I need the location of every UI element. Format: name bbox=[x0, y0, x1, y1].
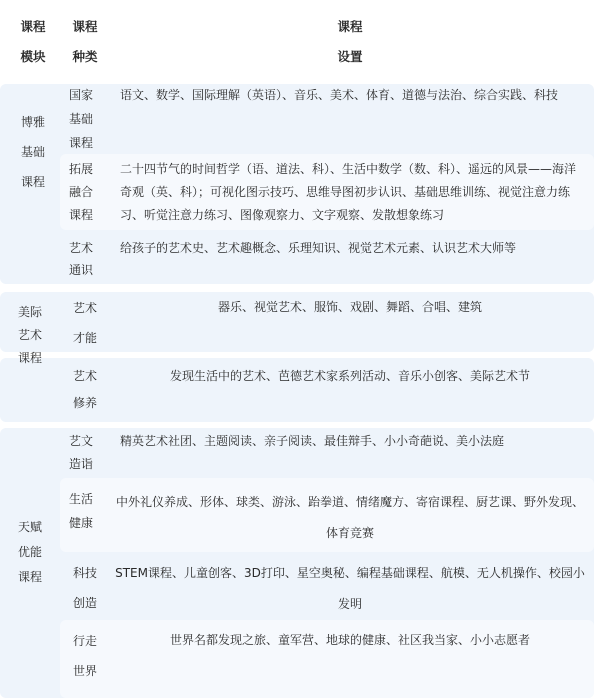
module-name-line: 艺术 bbox=[17, 327, 42, 342]
type-national-basic bbox=[58, 83, 104, 151]
header-module-line2: 模块 bbox=[20, 49, 46, 64]
type-line: 世界 bbox=[72, 664, 97, 678]
type-line: 生活 bbox=[68, 492, 93, 506]
content-tech-creation bbox=[115, 558, 585, 620]
content-art-cultivation bbox=[115, 363, 585, 391]
type-line: 行走 bbox=[72, 634, 97, 648]
module-boya bbox=[8, 104, 58, 200]
header-setting-line2: 设置 bbox=[337, 49, 363, 64]
content-text: 发现生活中的艺术、芭德艺术家系列活动、音乐小创客、美际艺术节 bbox=[169, 369, 530, 383]
content-travel-world bbox=[115, 626, 585, 654]
module-name-line: 基础 bbox=[20, 145, 45, 159]
type-life-health bbox=[58, 487, 104, 535]
type-art-talent bbox=[62, 293, 108, 353]
type-line: 通识 bbox=[68, 263, 93, 277]
header-module-line1: 课程 bbox=[20, 19, 46, 34]
header-type-line1: 课程 bbox=[72, 19, 98, 34]
type-extended-fusion bbox=[58, 158, 104, 228]
header-setting-line1: 课程 bbox=[337, 19, 363, 34]
content-text: 精英艺术社团、主题阅读、亲子阅读、最佳辩手、小小奇葩说、美小法庭 bbox=[120, 434, 505, 448]
content-extended-fusion bbox=[120, 158, 582, 228]
type-line: 课程 bbox=[68, 136, 93, 150]
module-name-line: 天赋 bbox=[17, 520, 42, 534]
type-line: 创造 bbox=[72, 596, 97, 610]
module-name-line: 课程 bbox=[20, 175, 45, 189]
module-name-line: 美际 bbox=[17, 304, 42, 319]
content-text: STEM课程、儿童创客、3D打印、星空奥秘、编程基础课程、航模、无人机操作、校园小发明 bbox=[115, 566, 585, 611]
type-arts-literature bbox=[58, 430, 104, 478]
type-line: 才能 bbox=[72, 331, 97, 345]
type-line: 基础 bbox=[68, 112, 93, 126]
type-line: 艺术 bbox=[68, 241, 93, 255]
type-line: 拓展 bbox=[68, 162, 93, 176]
content-art-talent bbox=[115, 293, 585, 321]
module-name-line: 课程 bbox=[17, 570, 42, 584]
type-tech-creation bbox=[62, 558, 108, 618]
content-text: 中外礼仪养成、形体、球类、游泳、跆拳道、情绪魔方、寄宿课程、厨艺课、野外发现、体育竞赛 bbox=[115, 495, 584, 540]
type-line: 科技 bbox=[72, 566, 97, 580]
module-name-line: 优能 bbox=[17, 545, 42, 559]
header-type bbox=[62, 12, 108, 72]
type-line: 艺术 bbox=[72, 301, 97, 315]
type-line: 健康 bbox=[68, 516, 93, 530]
header-module bbox=[10, 12, 56, 72]
type-line: 课程 bbox=[68, 208, 93, 222]
module-name-line: 课程 bbox=[17, 350, 42, 365]
content-life-health bbox=[115, 487, 585, 551]
type-travel-world bbox=[62, 626, 108, 686]
content-art-literacy bbox=[120, 237, 582, 261]
content-text: 世界名都发现之旅、童军营、地球的健康、社区我当家、小小志愿者 bbox=[169, 633, 530, 647]
content-text: 二十四节气的时间哲学（语、道法、科）、生活中数学（数、科）、遥远的风景——海洋奇观（英、科）；可视化图示技巧、思维导图初步认识、基础思维训练、视觉注意力练习、听觉注意力练习、图像观察力、文字观察、发散想象练习 bbox=[120, 162, 577, 222]
type-line: 国家 bbox=[68, 88, 93, 102]
content-national-basic bbox=[120, 83, 582, 107]
header-setting bbox=[115, 12, 585, 72]
type-line: 艺文 bbox=[68, 434, 93, 448]
header-type-line2: 种类 bbox=[72, 49, 98, 64]
type-line: 艺术 bbox=[72, 369, 97, 383]
type-line: 造诣 bbox=[68, 457, 93, 471]
type-line: 融合 bbox=[68, 185, 93, 199]
type-art-literacy bbox=[58, 237, 104, 285]
module-tianfu bbox=[8, 515, 52, 590]
content-arts-literature bbox=[120, 430, 582, 454]
type-line: 修养 bbox=[72, 396, 97, 410]
content-text: 器乐、视觉艺术、服饰、戏剧、舞蹈、合唱、建筑 bbox=[217, 300, 482, 314]
content-text: 语文、数学、国际理解（英语）、音乐、美术、体育、道德与法治、综合实践、科技 bbox=[120, 88, 559, 102]
content-text: 给孩子的艺术史、艺术趣概念、乐理知识、视觉艺术元素、认识艺术大师等 bbox=[120, 241, 517, 255]
type-art-cultivation bbox=[62, 363, 108, 423]
module-name-line: 博雅 bbox=[20, 115, 45, 129]
module-meiji-art bbox=[8, 300, 52, 370]
